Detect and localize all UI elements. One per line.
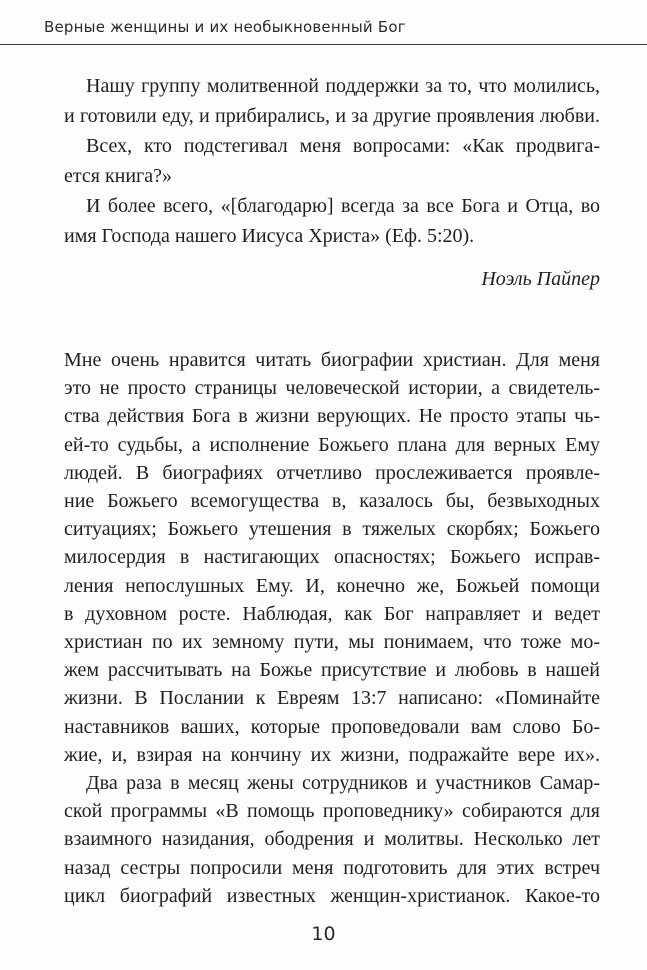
body-line: наставников ваших, которые проповедовали вам слово Бо- (64, 715, 600, 738)
body-line: ей-то судьбы, а исполнение Божьего плана для верных Ему (64, 433, 600, 456)
body-line: милосердия в настигающих опасностях; Божьего исправ- (64, 546, 600, 569)
body-line: в духовном росте. Наблюдая, как Бог направляет и ведет (64, 602, 600, 625)
body-line: ства действия Бога в жизни верующих. Не просто этапы чь- (64, 405, 600, 428)
acknowledgement-line: Нашу группу молитвенной поддержки за то, что молились, (86, 75, 600, 97)
body-line: жем рассчитывать на Божье присутствие и любовь в нашей (64, 659, 600, 682)
acknowledgement-line: ется книга?» (64, 165, 173, 187)
acknowledgement-line: Всех, кто подстегивал меня вопросами: «Как продвига- (86, 135, 600, 157)
body-line: взаимного назидания, ободрения и молитвы. Несколько лет (64, 828, 600, 851)
body-line: цикл биографий известных женщин-христианок. Какое-то (64, 884, 600, 907)
body-line: ления непослушных Ему. И, конечно же, Божьей помощи (64, 574, 600, 597)
running-head-title: Верные женщины и их необыкновенный Бог (44, 18, 406, 36)
body-line: жизни. В Послании к Евреям 13:7 написано: «Поминайте (64, 687, 600, 710)
body-line: Два раза в месяц жены сотрудников и участников Самар- (86, 772, 600, 794)
body-line: ской программы «В помощь проповеднику» собираются для (64, 800, 600, 823)
body-line: это не просто страницы человеческой истории, а свидетель- (64, 377, 600, 400)
body-line: ситуациях; Божьего утешения в тяжелых скорбях; Божьего (64, 518, 600, 541)
author-signature: Ноэль Пайпер (481, 268, 600, 290)
body-line: Мне очень нравится читать биографии христиан. Для меня (64, 349, 600, 371)
body-line: ние Божьего всемогущества в, казалось бы, безвыходных (64, 490, 600, 512)
body-line: христиан по их земному пути, мы понимаем, что тоже мо- (64, 631, 600, 653)
header-rule (0, 44, 647, 45)
acknowledgement-line: и готовили еду, и прибирались, и за другие проявления любви. (64, 105, 600, 127)
acknowledgement-line: имя Господа нашего Иисуса Христа» (Еф. 5:20). (64, 225, 475, 247)
acknowledgement-line: И более всего, «[благодарю] всегда за все Бога и Отца, во (86, 195, 600, 217)
page-number: 10 (311, 923, 336, 945)
body-line: жие, и, взирая на кончину их жизни, подражайте вере их». (64, 743, 600, 766)
body-line: людей. В биографиях отчетливо прослеживается проявле- (64, 461, 600, 484)
body-line: назад сестры попросили меня подготовить для этих встреч (64, 856, 600, 879)
